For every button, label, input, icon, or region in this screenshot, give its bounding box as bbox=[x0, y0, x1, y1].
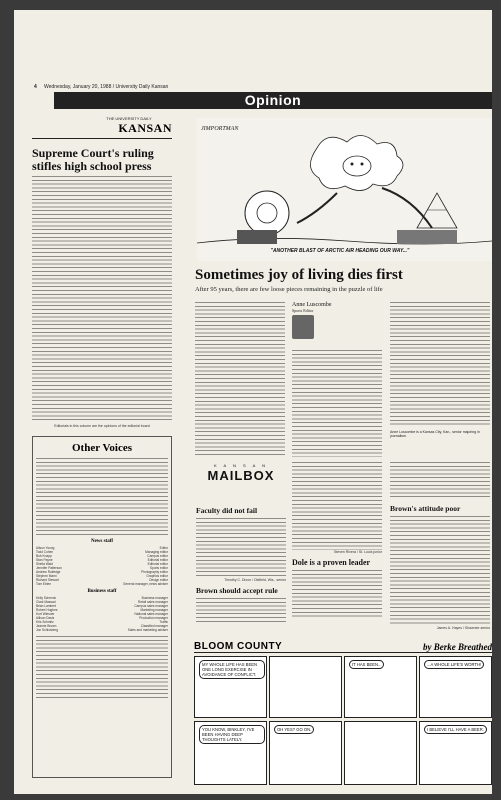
other-voices-body bbox=[36, 458, 168, 536]
letter-body bbox=[390, 462, 490, 500]
speech-bubble: MY WHOLE LIFE HAS BEEN ONE LONG EXERCISE IN AVOIDANCE OF CONFLICT. bbox=[199, 660, 265, 679]
feature-column-3 bbox=[390, 302, 490, 426]
letter-signature: Steven Rivera / St. Louis junior bbox=[333, 550, 382, 554]
letter-title: Brown's attitude poor bbox=[390, 504, 461, 513]
dateline: Wednesday, January 20, 1988 / University Daily Kansan bbox=[44, 84, 169, 90]
page-header bbox=[34, 84, 484, 92]
comic-panel bbox=[194, 721, 267, 785]
staff-row: Sheila Waid Editorial editor bbox=[36, 562, 168, 566]
staff-row: Andrew Rutledge Photography editor bbox=[36, 570, 168, 574]
staff-row: Clark Massad Retail sales manager bbox=[36, 600, 168, 604]
letter-title: Dole is a proven leader bbox=[292, 558, 371, 567]
feature-tagline: Anne Luscombe is a Kansas City, Kan., senior majoring in journalism. bbox=[390, 430, 480, 438]
comic-panel bbox=[269, 721, 342, 785]
comic-panel bbox=[344, 656, 417, 718]
newspaper-page bbox=[14, 10, 492, 794]
business-staff-title: Business staff bbox=[87, 589, 117, 594]
staff-row: Stan Payne Editorial editor bbox=[36, 558, 168, 562]
editorial-cartoon bbox=[197, 118, 492, 261]
mailbox-label: MAILBOX bbox=[207, 468, 275, 483]
letter-4 bbox=[390, 462, 490, 630]
editorial-body bbox=[32, 176, 172, 422]
author-role: Sports Editor bbox=[292, 308, 314, 313]
cartoon-caption: "ANOTHER BLAST OF ARCTIC AIR HEADING OUR WAY..." bbox=[270, 248, 410, 254]
letter-signature: Timothy C. Dixon / Oldfield, Wis., senior bbox=[224, 578, 286, 582]
staff-row: Kris Schmitz Traffic bbox=[36, 620, 168, 624]
staff-row: Alison Young Editor bbox=[36, 546, 168, 550]
comic-panel bbox=[194, 656, 267, 718]
speech-bubble: OH YES? GO ON. bbox=[274, 725, 314, 734]
comic-header bbox=[194, 641, 492, 653]
cartoon-signature: JIMPORTMAN bbox=[201, 126, 239, 132]
staff-row: Robert Hughes Marketing manager bbox=[36, 608, 168, 612]
comic-panel bbox=[344, 721, 417, 785]
comic-strip bbox=[194, 641, 492, 794]
staff-row: Kurt Wiesner National sales manager bbox=[36, 612, 168, 616]
letter-body bbox=[292, 570, 382, 618]
staff-row: Richard Stewart Design editor bbox=[36, 578, 168, 582]
left-column bbox=[32, 116, 172, 778]
cartoon-drawing bbox=[197, 118, 492, 261]
feature-subtitle: After 95 years, there are few loose pieces remaining in the puzzle of life bbox=[195, 286, 383, 293]
comic-panel bbox=[269, 656, 342, 718]
comic-panel bbox=[419, 656, 492, 718]
staff-row: Jeanne Brown Classified manager bbox=[36, 624, 168, 628]
letter-title: Brown should accept rule bbox=[196, 586, 278, 595]
letter-body bbox=[292, 462, 382, 550]
letter-3 bbox=[292, 462, 382, 618]
page-number: 4 bbox=[34, 84, 37, 90]
editorial-caption: Editorials in this column are the opinions of the editorial board bbox=[54, 424, 150, 428]
editorial-title: Supreme Court's ruling stifles high school press bbox=[32, 146, 154, 173]
feature-byline bbox=[292, 302, 348, 339]
comic-panel bbox=[419, 721, 492, 785]
staff-row: Bob Knapp Campus editor bbox=[36, 554, 168, 558]
letter-signature: James A. Hayes / Shawnee senior bbox=[436, 626, 490, 630]
other-voices-box bbox=[32, 436, 172, 778]
feature-column-1 bbox=[195, 302, 285, 457]
mailbox-header bbox=[196, 463, 286, 503]
comic-row-2 bbox=[194, 721, 492, 785]
news-staff-title: News staff bbox=[90, 539, 114, 544]
masthead-top: THE UNIVERSITY DAILY bbox=[106, 116, 152, 121]
speech-bubble: IT HAS BEEN... bbox=[349, 660, 384, 669]
staff-row: Allison Davis Production manager bbox=[36, 616, 168, 620]
feature-title: Sometimes joy of living dies first bbox=[195, 267, 403, 283]
business-staff-list bbox=[36, 596, 168, 632]
letter-1 bbox=[196, 502, 286, 622]
author-name: Anne Luscombe bbox=[292, 302, 332, 308]
letter-title: Faculty did not fail bbox=[196, 506, 258, 515]
staff-row: Tom Eblen General manager, news adviser bbox=[36, 582, 168, 586]
letter-body bbox=[196, 598, 286, 622]
staff-row: Stephen Mann Graphics editor bbox=[36, 574, 168, 578]
letter-body bbox=[390, 516, 490, 626]
staff-row: Brian Lambert Campus sales manager bbox=[36, 604, 168, 608]
section-banner: Opinion bbox=[54, 92, 492, 109]
staff-row: Kelly Schenck Business manager bbox=[36, 596, 168, 600]
comic-title: BLOOM COUNTY bbox=[194, 641, 283, 652]
speech-bubble: ...A WHOLE LIFE'S WORTH! bbox=[424, 660, 484, 669]
staff-row: Jon Schlosberg Sales and marketing adviser bbox=[36, 628, 168, 632]
other-voices-title: Other Voices bbox=[72, 442, 132, 454]
staff-row: Todd Cohen Managing editor bbox=[36, 550, 168, 554]
letter-body bbox=[196, 518, 286, 578]
mailbox-top: K A N S A N bbox=[213, 463, 269, 468]
news-staff-list bbox=[36, 546, 168, 586]
policy-text bbox=[36, 636, 168, 698]
comic-byline: by Berke Breathed bbox=[423, 642, 492, 652]
speech-bubble: I BELIEVE I'LL HAVE A BEER. bbox=[424, 725, 487, 734]
feature-column-2 bbox=[292, 350, 382, 457]
staff-row: Jennifer Patterson Sports editor bbox=[36, 566, 168, 570]
speech-bubble: YOU KNOW, BINKLEY, I'VE BEEN HAVING DEEP THOUGHTS LATELY. bbox=[199, 725, 265, 744]
author-photo bbox=[292, 315, 314, 339]
masthead: KANSAN bbox=[32, 121, 172, 139]
comic-row-1 bbox=[194, 656, 492, 718]
